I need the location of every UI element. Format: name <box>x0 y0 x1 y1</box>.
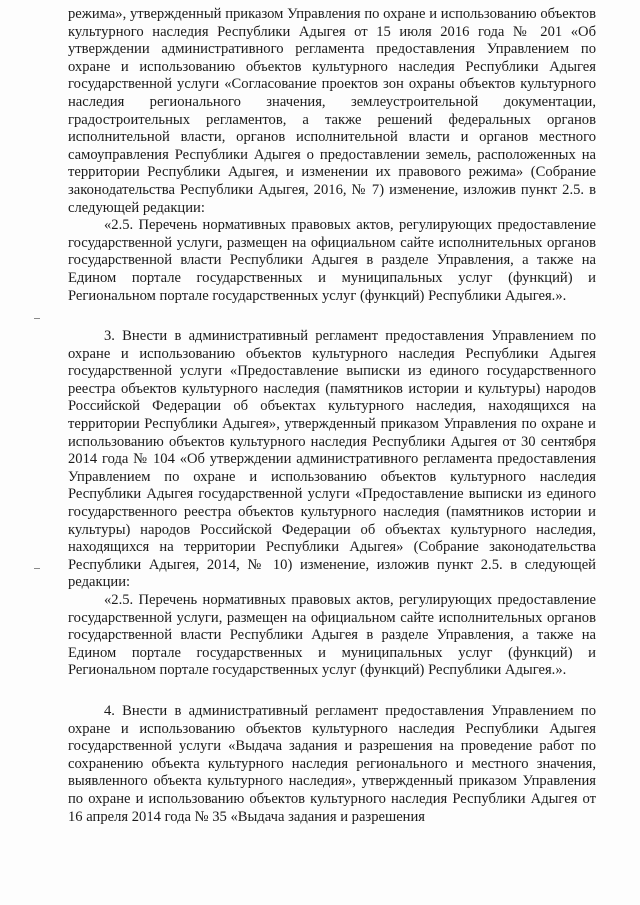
paragraph-quote-2-5: «2.5. Перечень нормативных правовых актов, регулирующих предоставление государственной услуги, размещен на официальном сайте исполнительных органов государственной власти Республики Адыгея в разделе Управления, а также на Едином портале государственных и муниципальных услуг (функций) и Региональном портале государственных услуг (функций) Республики Адыгея.». <box>68 217 596 304</box>
paragraph-continuation: режима», утвержденный приказом Управления по охране и использованию объектов культурного наследия Республики Адыгея от 15 июля 2016 года № 201 «Об утверждении административного регламента предоставления Управлением по охране и использованию объектов культурного наследия Республики Адыгея государственной услуги «Согласование проектов зон охраны объектов культурного наследия регионального значения, землеустроительной документации, градостроительных регламентов, а также решений федеральных органов исполнительной власти, органов исполнительной власти и органов местного самоуправления Республики Адыгея о предоставлении земель, расположенных на территории Республики Адыгея, и изменении их правового режима» (Собрание законодательства Республики Адыгея, 2016, № 7) изменение, изложив пункт 2.5. в следующей редакции: <box>68 6 596 216</box>
margin-scan-mark <box>34 568 40 569</box>
document-body <box>68 6 596 826</box>
paragraph-item-4: 4. Внести в административный регламент предоставления Управлением по охране и использованию объектов культурного наследия Республики Адыгея государственной услуги «Выдача задания и разрешения на проведение работ по сохранению объекта культурного наследия регионального и местного значения, выявленного объекта культурного наследия», утвержденный приказом Управления по охране и использованию объектов культурного наследия Республики Адыгея от 16 апреля 2014 года № 35 «Выдача задания и разрешения <box>68 702 596 825</box>
paragraph-item-3: 3. Внести в административный регламент предоставления Управлением по охране и использованию объектов культурного наследия Республики Адыгея государственной услуги «Предоставление выписки из единого государственного реестра объектов культурного наследия (памятников истории и культуры) народов Российской Федерации об объектах культурного наследия, находящихся на территории Республики Адыгея», утвержденный приказом Управления по охране и использованию объектов культурного наследия Республики Адыгея от 30 сентября 2014 года № 104 «Об утверждении административного регламента предоставления Управлением по охране и использованию объектов культурного наследия Республики Адыгея государственной услуги «Предоставление выписки из единого государственного реестра объектов культурного наследия (памятников истории и культуры) народов Российской Федерации об объектах культурного наследия, находящихся на территории Республики Адыгея» (Собрание законодательства Республики Адыгея, 2014, № 10) изменение, изложив пункт 2.5. в следующей редакции: <box>68 328 596 591</box>
paragraph-quote-2-5: «2.5. Перечень нормативных правовых актов, регулирующих предоставление государственной услуги, размещен на официальном сайте исполнительных органов государственной власти Республики Адыгея в разделе Управления, а также на Едином портале государственных и муниципальных услуг (функций) и Региональном портале государственных услуг (функций) Республики Адыгея.». <box>68 592 596 679</box>
margin-scan-mark <box>34 318 40 319</box>
